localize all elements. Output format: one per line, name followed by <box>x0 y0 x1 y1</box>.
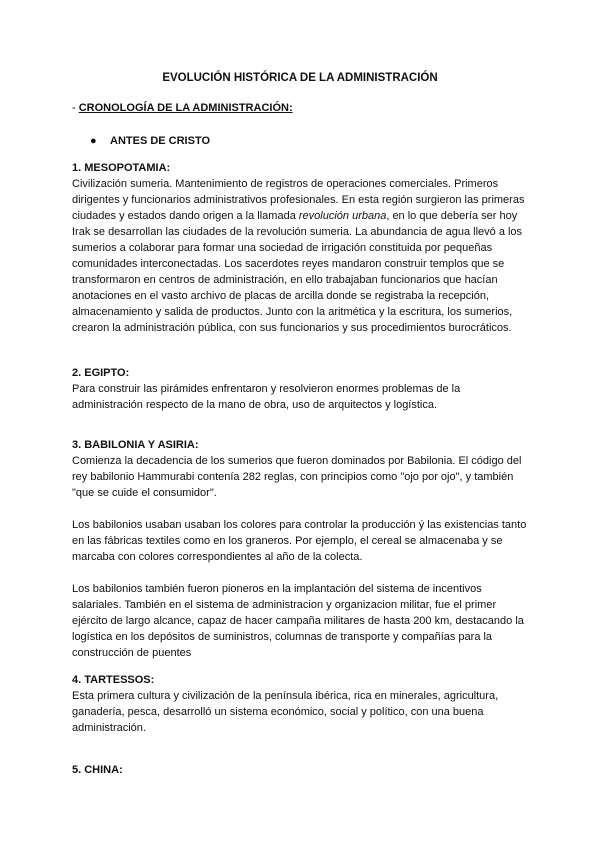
paragraph-emphasis: revolución urbana <box>298 210 387 222</box>
section-heading: 3. BABILONIA Y ASIRIA: <box>72 439 199 451</box>
document-title: EVOLUCIÓN HISTÓRICA DE LA ADMINISTRACIÓN <box>162 72 438 84</box>
paragraph-text: , en lo que debería ser hoy Irak se desarrollan las ciudades de la revolución sumeria. La abundancia de agua llevó a los sumerios a colaborar para formar una sociedad de irrigación constituida por pequeñas comunidades interconectadas. Los sacerdotes reyes mandaron construir templos que se transformaron en centros de administración, en ello trabajaban funcionarios que hacían anotaciones en el vasto archivo de placas de arcilla donde se registraba la recepción, almacenamiento y salida de productos. Junto con la aritmética y la escritura, los sumerios, crearon la administración pública, con sus funcionarios y sus procedimientos burocráticos. <box>72 210 523 334</box>
section-paragraph: Comienza la decadencia de los sumerios que fueron dominados por Babilonia. El código del rey babilonio Hammurabi contenía 282 reglas, con principios como "ojo por ojo", y también "que se cuide el consumidor". <box>72 455 522 499</box>
section-heading: 5. CHINA: <box>72 764 123 776</box>
chronology-heading-line <box>72 100 293 116</box>
section-heading: 2. EGIPTO: <box>72 367 130 379</box>
chronology-prefix: - <box>72 102 79 114</box>
section-paragraph: Los babilonios usaban usaban los colores para controlar la producción ý las existencias tanto en las fábricas textiles como en los graneros. Por ejemplo, el cereal se almacenaba y se marcaba con colores correspondientes al año de la colecta. <box>72 519 527 563</box>
section-paragraph: Esta primera cultura y civilización de la península ibérica, rica en minerales, agricultura, ganadería, pesca, desarrolló un sistema económico, social y político, con una buena administración. <box>72 690 499 734</box>
paragraph-text: Civilización sumeria. Mantenimiento de registros de operaciones comerciales. Primeros dirigentes y funcionarios administrativos profesionales. En esta región surgieron las primeras ciudades y estados dando origen a la llamada <box>72 178 525 222</box>
section-paragraph <box>72 176 530 336</box>
section-paragraph: Los babilonios también fueron pioneros en la implantación del sistema de incentivos salariales. También en el sistema de administracion y organizacion militar, fue el primer ejército de largo alcance, capaz de hacer campaña militares de hasta 200 km, destacando la logística en los depósitos de suministros, columnas de transporte y compañías para la construcción de puentes <box>72 583 524 659</box>
bullet-icon: ● <box>90 135 97 147</box>
section-tartessos <box>72 672 530 736</box>
section-china <box>72 762 530 778</box>
section-heading: 4. TARTESSOS: <box>72 674 155 686</box>
section-paragraph: Para construir las pirámides enfrentaron y resolvieron enormes problemas de la administración respecto de la mano de obra, uso de arquitectos y logística. <box>72 383 461 411</box>
section-babilonia <box>72 437 530 661</box>
chronology-heading: CRONOLOGÍA DE LA ADMINISTRACIÓN: <box>78 102 293 114</box>
era-heading-line <box>90 133 210 149</box>
era-heading: ANTES DE CRISTO <box>110 135 211 147</box>
section-mesopotamia <box>72 160 530 336</box>
section-egipto <box>72 365 530 413</box>
section-heading: 1. MESOPOTAMIA: <box>72 162 171 174</box>
